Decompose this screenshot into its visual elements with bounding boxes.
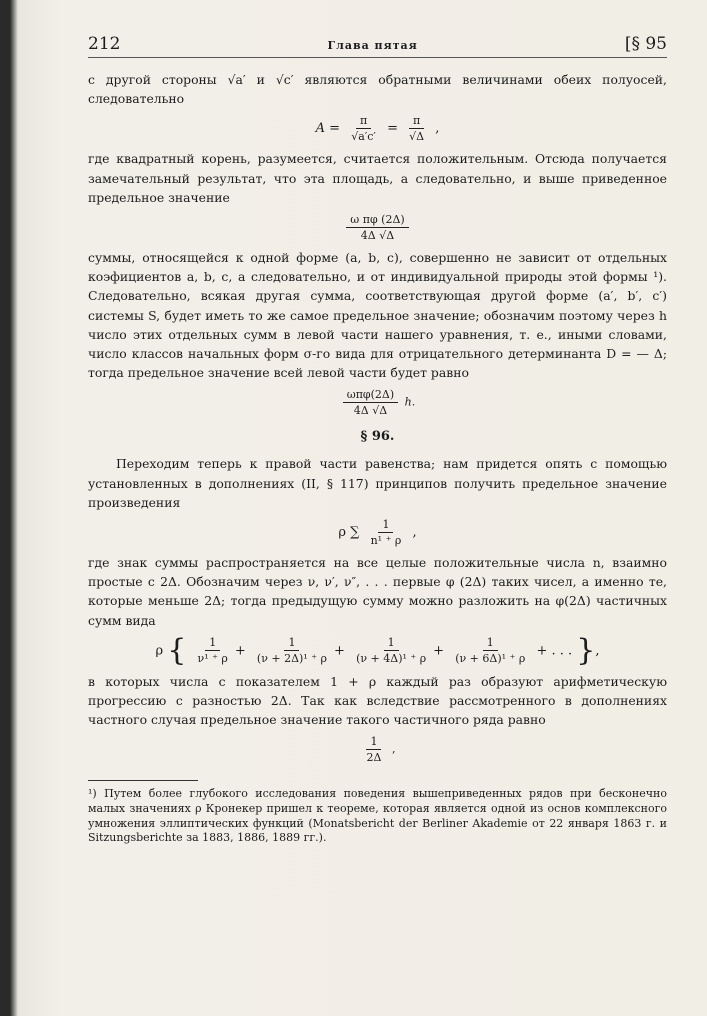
- fraction: [253, 636, 331, 665]
- footnote-divider: [88, 780, 198, 781]
- eq-lhs: ρ ∑: [338, 525, 360, 541]
- running-header: [88, 34, 667, 58]
- paragraph-3: суммы, относящейся к одной форме (a, b, c), совершенно не зависит от отдельных коэфициентов a, b, c, а следовательно, и от индивидуальной природы этой формы ¹). Следовательно, всякая другая сумма, соответствующая другой форме (a′, b′, c′) системы S, будет иметь то же самое предельное значение; обозначим поэтому через h число этих отдельных сумм в левой части нашего уравнения, т. е., иными словами, число классов начальных форм σ-го вида для отрицательного детерминанта D = — Δ; тогда предельное значение всей левой части будет равно: [88, 250, 667, 381]
- fraction: [343, 388, 398, 417]
- fraction: [405, 114, 428, 143]
- fraction-denominator: 4Δ √Δ: [353, 404, 388, 418]
- fraction-denominator: √a′c′: [351, 130, 376, 144]
- eq-tail: h.: [404, 395, 416, 409]
- footnote: ¹) Путем более глубокого исследования поведения вышеприведенных рядов при бесконечно малых значениях ρ Кронекер пришел к теореме, которая является одной из основ комплексного умножения эллиптических функций (Monatsbericht der Berliner Akademie от 22 января 1863 г. и Sitzungsberichte за 1883, 1886, 1889 гг.).: [88, 787, 667, 845]
- left-brace: {: [167, 632, 187, 668]
- eq-lhs: ρ: [155, 643, 164, 659]
- fraction-denominator: 4Δ √Δ: [360, 229, 395, 243]
- fraction-numerator: π: [409, 114, 424, 129]
- section-ref: [§ 95: [624, 34, 667, 54]
- fraction: [367, 518, 406, 547]
- eq-tail: ,: [595, 643, 600, 659]
- fraction-numerator: 1: [366, 735, 381, 750]
- paragraph-6: в которых числа с показателем 1 + ρ каждый раз образуют арифметическую прогрессию с разностью 2Δ. Так как вследствие рассмотренного в дополнениях частного случая предельное значение такого частичного ряда равно: [88, 673, 667, 728]
- section-heading: § 96.: [360, 429, 395, 445]
- equation-area: [88, 114, 667, 143]
- fraction: [194, 636, 232, 665]
- fraction: [451, 636, 529, 665]
- fraction-numerator: 1: [384, 636, 399, 651]
- fraction: [347, 114, 380, 143]
- eq-tail: ,: [412, 525, 417, 541]
- equation-partial-sums: ρ { $\frac{1}{\text{ν¹ ⁺ ρ}}$ + $\frac{1}{\text{(ν + 2Δ)¹ ⁺ ρ}}$ + $\frac{1}{\text{(ν + 4Δ)¹ ⁺ ρ}}$ + $\frac{1}{\text{(ν + 6Δ)¹ ⁺ ρ}}$ + . . . },: [155, 632, 600, 668]
- equation-left-side: [88, 388, 667, 417]
- fraction-denominator: n¹ ⁺ ρ: [370, 534, 402, 548]
- page-number: 212: [88, 34, 121, 54]
- fraction-numerator: 1: [284, 636, 299, 651]
- fraction: [352, 636, 430, 665]
- right-brace: }: [576, 632, 596, 668]
- fraction-numerator: 1: [205, 636, 220, 651]
- paragraph-4: Переходим теперь к правой части равенства; нам придется опять с помощью установленных в дополнениях (II, § 117) принципов получить предельное значение произведения: [88, 456, 667, 510]
- fraction-denominator: √Δ: [409, 130, 425, 144]
- fraction-denominator: (ν + 6Δ)¹ ⁺ ρ: [455, 652, 526, 666]
- fraction-numerator: π: [356, 114, 371, 129]
- equation-partial-limit: [88, 735, 667, 764]
- eq-lhs: A =: [315, 121, 341, 137]
- equation-product: [88, 518, 667, 547]
- paragraph-5: где знак суммы распространяется на все целые положительные числа n, взаимно простые с 2Δ. Обозначим через ν, ν′, ν″, . . . первые φ (2Δ) таких чисел, а именно те, которые меньше 2Δ; тогда предыдущую сумму можно разложить на φ(2Δ) частичных сумм вида: [88, 555, 667, 628]
- chapter-title: Глава пятая: [327, 39, 418, 52]
- fraction-denominator: (ν + 2Δ)¹ ⁺ ρ: [256, 652, 328, 666]
- fraction-denominator: (ν + 4Δ)¹ ⁺ ρ: [356, 652, 427, 666]
- fraction-numerator: ω πφ (2Δ): [346, 213, 408, 228]
- fraction-numerator: ωπφ(2Δ): [343, 388, 398, 403]
- fraction-numerator: 1: [378, 518, 393, 533]
- equals-sign: =: [387, 121, 398, 137]
- fraction-denominator: 2Δ: [366, 751, 382, 765]
- fraction: [363, 735, 386, 764]
- eq-tail: ,: [435, 121, 440, 137]
- paragraph-1: с другой стороны √a′ и √c′ являются обратными величинами обеих полуосей, следовательно: [88, 72, 667, 107]
- paragraph-2: где квадратный корень, разумеется, считается положительным. Отсюда получается замечательный результат, что эта площадь, а следовательно, и выше приведенное предельное значение: [88, 151, 667, 205]
- fraction: [346, 213, 408, 242]
- eq-tail: ,: [391, 742, 396, 756]
- fraction-denominator: ν¹ ⁺ ρ: [197, 652, 228, 666]
- equation-limit-value: [88, 213, 667, 242]
- ellipsis: + . . .: [536, 643, 573, 659]
- fraction-numerator: 1: [483, 636, 498, 651]
